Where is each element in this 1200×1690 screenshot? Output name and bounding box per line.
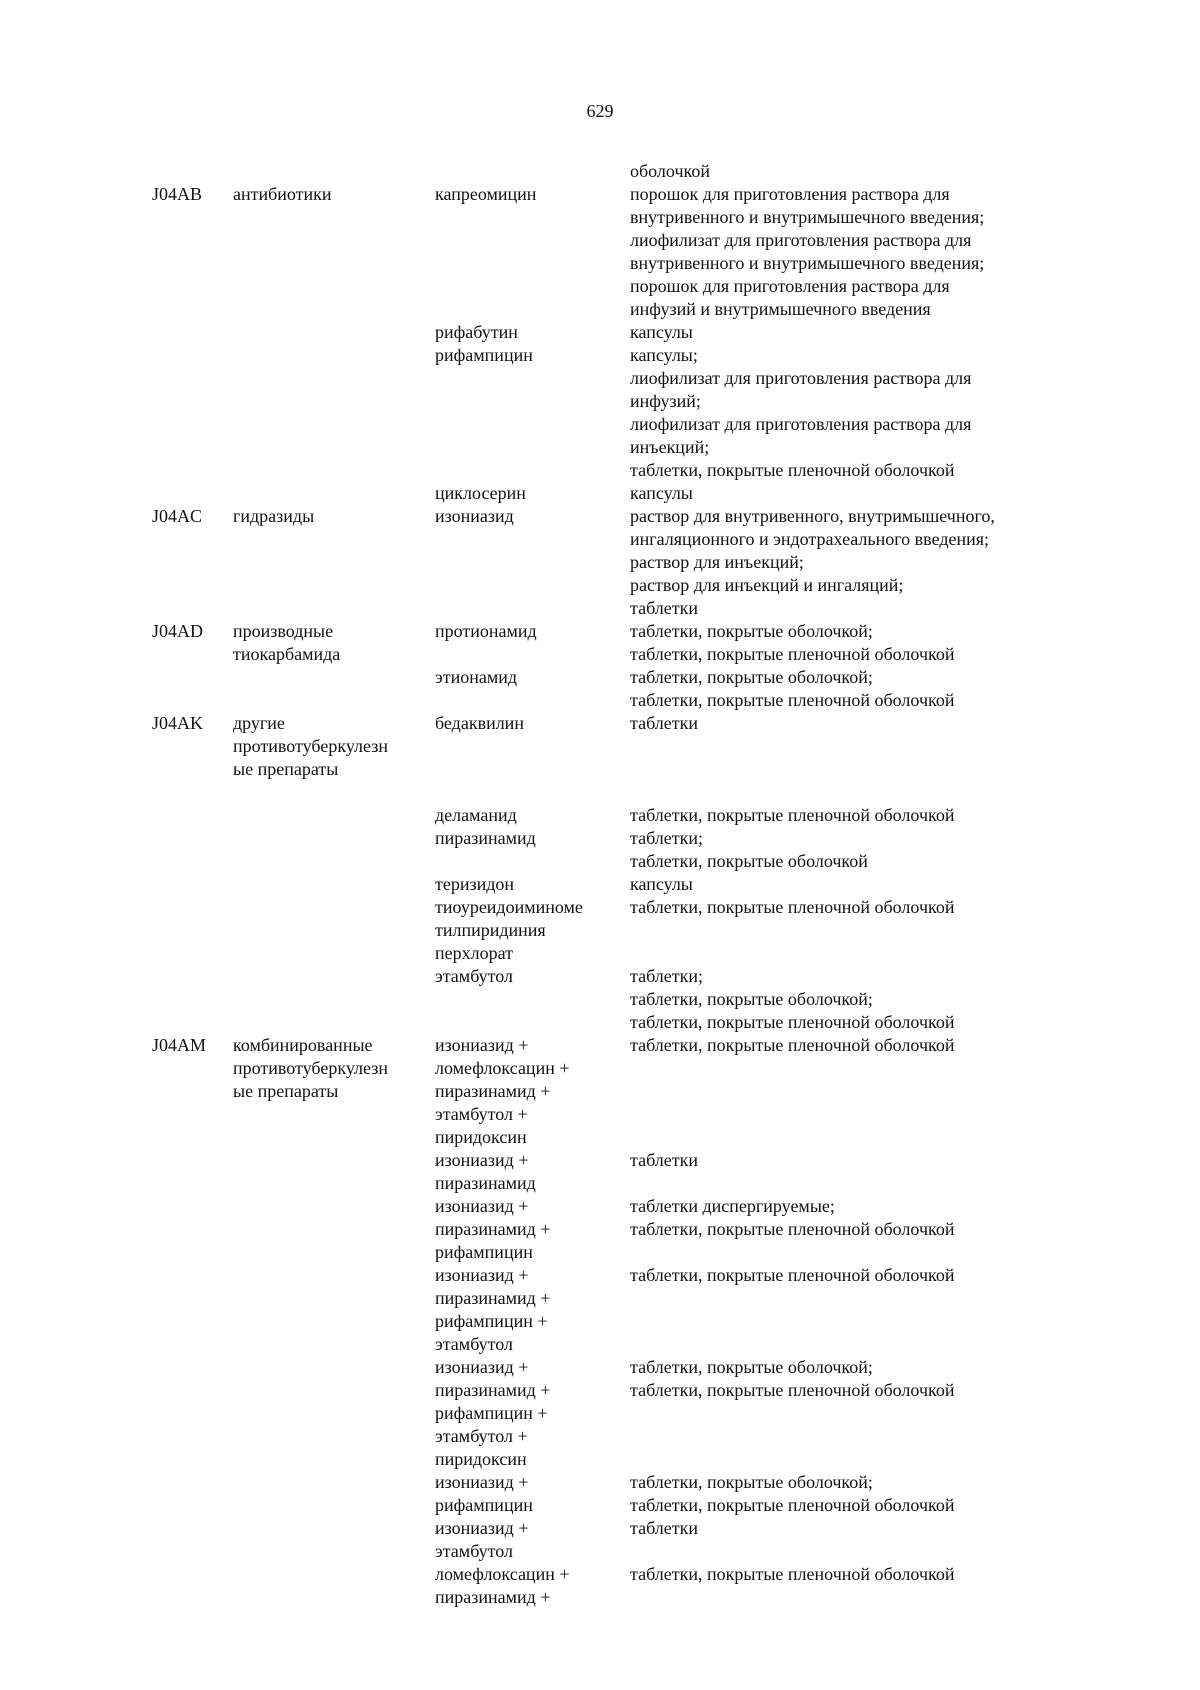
group-name-line: гидразиды: [233, 506, 315, 526]
drug-name-line: рифабутин: [435, 322, 518, 342]
dosage-forms-line: таблетки, покрытые пленочной оболочкой: [630, 1219, 955, 1239]
table-row: [152, 183, 1052, 321]
table-row: [152, 1149, 1052, 1195]
atc-code: J04AD: [152, 621, 204, 641]
drug-name-line: пиридоксин: [435, 1127, 527, 1147]
dosage-forms: [630, 160, 1052, 183]
dosage-forms-line: капсулы: [630, 483, 693, 503]
dosage-forms: [630, 1356, 1052, 1402]
drug-name: [435, 1517, 630, 1563]
table-row: [152, 965, 1052, 1034]
group-name-line: тиокарбамида: [233, 644, 341, 664]
drug-name-line: ломефлоксацин +: [435, 1564, 570, 1584]
dosage-forms: [630, 712, 1052, 735]
page-number: 629: [586, 101, 614, 121]
table-row: [152, 873, 1052, 896]
drug-name-line: этамбутол: [435, 1541, 514, 1561]
dosage-forms: [630, 873, 1052, 896]
table-row: [152, 482, 1052, 505]
drug-name-line: изониазид +: [435, 1196, 529, 1216]
dosage-forms-line: инфузий и внутримышечного введения: [630, 299, 931, 319]
table-row: [152, 1195, 1052, 1264]
group-name-line: противотуберкулезн: [233, 1058, 388, 1078]
drug-name-line: изониазид +: [435, 1265, 529, 1285]
group-name-line: противотуберкулезн: [233, 736, 388, 756]
dosage-forms: [630, 1264, 1052, 1287]
dosage-forms-line: таблетки: [630, 1150, 699, 1170]
group-name: [233, 505, 435, 528]
dosage-forms: [630, 1471, 1052, 1517]
dosage-forms-line: внутривенного и внутримышечного введения;: [630, 253, 985, 273]
table-row: [152, 1034, 1052, 1149]
dosage-forms: [630, 1149, 1052, 1172]
drug-name-line: тиоуреидоиминоме: [435, 897, 583, 917]
drug-name: [435, 1563, 630, 1609]
drug-name: [435, 666, 630, 689]
group-name-line: ые препараты: [233, 759, 339, 779]
drug-name-line: этамбутол +: [435, 1426, 528, 1446]
row-spacer: [152, 781, 1052, 804]
table-row: [152, 620, 1052, 666]
dosage-forms-line: лиофилизат для приготовления раствора для: [630, 368, 972, 388]
table-row: [152, 1563, 1052, 1609]
dosage-forms-line: таблетки, покрытые оболочкой: [630, 851, 868, 871]
drug-name-line: пиразинамид +: [435, 1288, 551, 1308]
dosage-forms-line: раствор для инъекций;: [630, 552, 804, 572]
table-row: [152, 505, 1052, 620]
dosage-forms: [630, 1563, 1052, 1586]
drug-name-line: изониазид +: [435, 1357, 529, 1377]
drug-name-line: капреомицин: [435, 184, 537, 204]
dosage-forms-line: таблетки, покрытые оболочкой;: [630, 1357, 873, 1377]
drug-name-line: пиразинамид +: [435, 1219, 551, 1239]
dosage-forms-line: таблетки, покрытые пленочной оболочкой: [630, 805, 955, 825]
drug-name-line: изониазид +: [435, 1150, 529, 1170]
table-row: [152, 321, 1052, 344]
drug-table: [152, 160, 1052, 1609]
dosage-forms-line: таблетки, покрытые оболочкой;: [630, 1472, 873, 1492]
drug-name-line: теризидон: [435, 874, 515, 894]
drug-name-line: рифампицин: [435, 345, 533, 365]
dosage-forms: [630, 896, 1052, 919]
drug-name: [435, 1356, 630, 1471]
dosage-forms-line: раствор для инъекций и ингаляций;: [630, 575, 904, 595]
dosage-forms-line: инъекций;: [630, 437, 710, 457]
dosage-forms-line: таблетки, покрытые пленочной оболочкой: [630, 1012, 955, 1032]
drug-name-line: изониазид +: [435, 1518, 529, 1538]
group-name-line: антибиотики: [233, 184, 332, 204]
dosage-forms: [630, 321, 1052, 344]
group-name: [233, 712, 435, 781]
drug-name-line: пиразинамид: [435, 1173, 536, 1193]
dosage-forms-line: лиофилизат для приготовления раствора для: [630, 414, 972, 434]
drug-name-line: рифампицин +: [435, 1311, 548, 1331]
drug-name-line: изониазид +: [435, 1035, 529, 1055]
dosage-forms: [630, 965, 1052, 1034]
drug-name-line: этамбутол: [435, 1334, 514, 1354]
dosage-forms-line: таблетки, покрытые пленочной оболочкой: [630, 690, 955, 710]
table-row: [152, 712, 1052, 781]
drug-name-line: рифампицин: [435, 1495, 533, 1515]
group-name: [233, 620, 435, 666]
table-row: [152, 1471, 1052, 1517]
dosage-forms-line: оболочкой: [630, 161, 710, 181]
dosage-forms-line: таблетки: [630, 598, 699, 618]
dosage-forms-line: таблетки, покрытые пленочной оболочкой: [630, 1035, 955, 1055]
drug-name: [435, 321, 630, 344]
dosage-forms-line: таблетки, покрытые пленочной оболочкой: [630, 644, 955, 664]
dosage-forms: [630, 183, 1052, 321]
table-row: [152, 804, 1052, 827]
drug-name: [435, 827, 630, 850]
dosage-forms-line: капсулы;: [630, 345, 698, 365]
table-row: [152, 1356, 1052, 1471]
dosage-forms: [630, 666, 1052, 712]
drug-name: [435, 965, 630, 988]
dosage-forms-line: таблетки диспергируемые;: [630, 1196, 835, 1216]
drug-name: [435, 1149, 630, 1195]
dosage-forms-line: инфузий;: [630, 391, 701, 411]
dosage-forms: [630, 827, 1052, 873]
dosage-forms-line: внутривенного и внутримышечного введения;: [630, 207, 985, 227]
drug-name-line: бедаквилин: [435, 713, 524, 733]
group-name-line: комбинированные: [233, 1035, 373, 1055]
drug-name: [435, 620, 630, 643]
dosage-forms-line: порошок для приготовления раствора для: [630, 276, 950, 296]
drug-name-line: пиридоксин: [435, 1449, 527, 1469]
dosage-forms-line: таблетки: [630, 1518, 699, 1538]
drug-name-line: изониазид: [435, 506, 514, 526]
drug-name: [435, 1195, 630, 1264]
drug-name-line: этамбутол: [435, 966, 514, 986]
dosage-forms-line: капсулы: [630, 874, 693, 894]
group-name: [233, 1034, 435, 1103]
dosage-forms: [630, 620, 1052, 666]
drug-name-line: пиразинамид +: [435, 1587, 551, 1607]
table-row: [152, 160, 1052, 183]
dosage-forms-line: капсулы: [630, 322, 693, 342]
group-name-line: производные: [233, 621, 334, 641]
dosage-forms-line: таблетки, покрытые пленочной оболочкой: [630, 1380, 955, 1400]
dosage-forms-line: таблетки;: [630, 966, 704, 986]
dosage-forms-line: таблетки, покрытые пленочной оболочкой: [630, 460, 955, 480]
group-name-line: ые препараты: [233, 1081, 339, 1101]
dosage-forms: [630, 804, 1052, 827]
dosage-forms-line: таблетки: [630, 713, 699, 733]
dosage-forms: [630, 1517, 1052, 1540]
drug-name: [435, 1034, 630, 1149]
dosage-forms: [630, 482, 1052, 505]
drug-name: [435, 804, 630, 827]
atc-code: J04AM: [152, 1035, 207, 1055]
dosage-forms-line: порошок для приготовления раствора для: [630, 184, 950, 204]
drug-name: [435, 183, 630, 206]
dosage-forms: [630, 1034, 1052, 1057]
table-row: [152, 344, 1052, 482]
group-name: [233, 183, 435, 206]
dosage-forms: [630, 505, 1052, 620]
drug-name-line: тилпиридиния: [435, 920, 546, 940]
drug-name-line: деламанид: [435, 805, 517, 825]
dosage-forms: [630, 344, 1052, 482]
drug-name: [435, 712, 630, 735]
drug-name-line: протионамид: [435, 621, 537, 641]
atc-code: J04AB: [152, 184, 203, 204]
group-name-line: другие: [233, 713, 285, 733]
dosage-forms-line: таблетки, покрытые пленочной оболочкой: [630, 1564, 955, 1584]
dosage-forms-line: ингаляционного и эндотрахеального введения;: [630, 529, 990, 549]
table-row: [152, 896, 1052, 965]
dosage-forms-line: таблетки, покрытые оболочкой;: [630, 667, 873, 687]
drug-name: [435, 1471, 630, 1517]
dosage-forms-line: таблетки;: [630, 828, 704, 848]
dosage-forms-line: таблетки, покрытые оболочкой;: [630, 621, 873, 641]
drug-name-line: пиразинамид +: [435, 1380, 551, 1400]
drug-name: [435, 344, 630, 367]
drug-name-line: изониазид +: [435, 1472, 529, 1492]
drug-name: [435, 482, 630, 505]
drug-name: [435, 505, 630, 528]
dosage-forms-line: таблетки, покрытые пленочной оболочкой: [630, 1265, 955, 1285]
drug-name-line: ломефлоксацин +: [435, 1058, 570, 1078]
drug-name-line: пиразинамид: [435, 828, 536, 848]
dosage-forms-line: таблетки, покрытые пленочной оболочкой: [630, 1495, 955, 1515]
drug-name-line: перхлорат: [435, 943, 513, 963]
drug-name-line: рифампицин +: [435, 1403, 548, 1423]
drug-name-line: этамбутол +: [435, 1104, 528, 1124]
dosage-forms-line: таблетки, покрытые оболочкой;: [630, 989, 873, 1009]
drug-name-line: рифампицин: [435, 1242, 533, 1262]
table-row: [152, 1517, 1052, 1563]
table-row: [152, 827, 1052, 873]
drug-name-line: циклосерин: [435, 483, 526, 503]
dosage-forms-line: лиофилизат для приготовления раствора для: [630, 230, 972, 250]
dosage-forms: [630, 1195, 1052, 1241]
dosage-forms-line: таблетки, покрытые пленочной оболочкой: [630, 897, 955, 917]
table-row: [152, 666, 1052, 712]
drug-name: [435, 873, 630, 896]
drug-name: [435, 1264, 630, 1356]
drug-name-line: пиразинамид +: [435, 1081, 551, 1101]
drug-name: [435, 896, 630, 965]
drug-name-line: этионамид: [435, 667, 518, 687]
atc-code: J04AC: [152, 506, 203, 526]
table-row: [152, 1264, 1052, 1356]
dosage-forms-line: раствор для внутривенного, внутримышечного,: [630, 506, 995, 526]
atc-code: J04AK: [152, 713, 204, 733]
